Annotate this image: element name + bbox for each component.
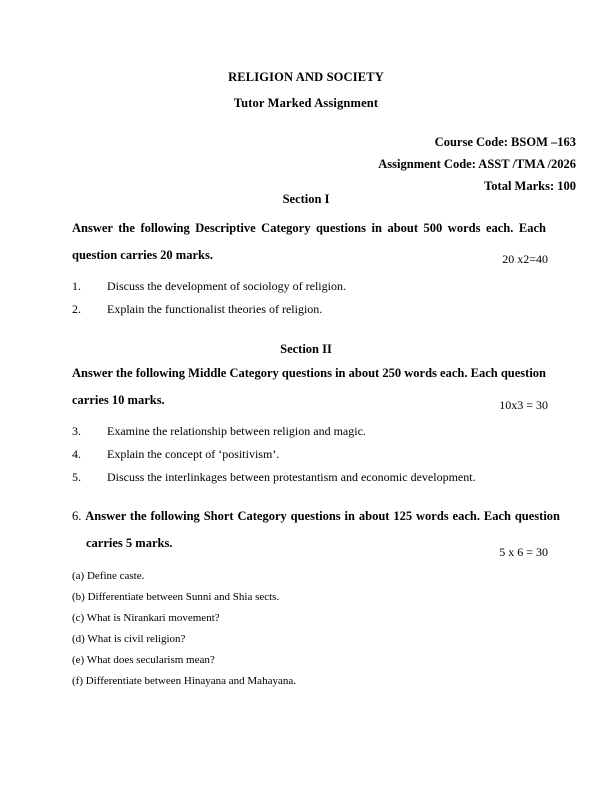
question-item [72, 279, 572, 294]
section-1-heading: Section I [282, 192, 330, 206]
question-item [72, 302, 572, 317]
short-question-item: (e) What does secularism mean? [72, 654, 215, 666]
document-title: RELIGION AND SOCIETY [228, 70, 384, 84]
question-item [72, 470, 572, 485]
section-3-instruction: Answer the following Short Category questions in about 125 words each. Each question carries 5 marks. [85, 509, 560, 550]
question-number: 3. [72, 424, 81, 438]
section-2-heading: Section II [280, 342, 332, 356]
total-marks: Total Marks: 100 [484, 179, 576, 193]
question-text: Discuss the development of sociology of religion. [107, 279, 346, 293]
question-item [72, 424, 572, 439]
question-text: Explain the concept of ‘positivism’. [107, 447, 280, 461]
short-question-item: (a) Define caste. [72, 570, 145, 582]
document-subtitle: Tutor Marked Assignment [233, 96, 379, 110]
question-number: 4. [72, 447, 81, 461]
section-3-number: 6. [72, 509, 82, 523]
question-number: 1. [72, 279, 81, 293]
section-1-instruction: Answer the following Descriptive Category questions in about 500 words each. Each question carries 20 marks. [72, 221, 546, 262]
question-text: Examine the relationship between religion and magic. [107, 424, 366, 438]
section-2-instruction: Answer the following Middle Category questions in about 250 words each. Each question carries 10 marks. [72, 366, 546, 407]
question-item [72, 447, 572, 462]
section-3-marks: 5 x 6 = 30 [499, 545, 548, 559]
course-code: Course Code: BSOM –163 [434, 135, 576, 149]
question-text: Discuss the interlinkages between protestantism and economic development. [107, 470, 476, 484]
question-number: 5. [72, 470, 81, 484]
short-question-item: (f) Differentiate between Hinayana and Mahayana. [72, 675, 296, 687]
question-number: 2. [72, 302, 81, 316]
section-1-marks: 20 x2=40 [502, 252, 548, 266]
question-text: Explain the functionalist theories of religion. [107, 302, 323, 316]
section-2-marks: 10x3 = 30 [499, 398, 548, 412]
short-question-item: (b) Differentiate between Sunni and Shia sects. [72, 591, 280, 603]
short-question-item: (c) What is Nirankari movement? [72, 612, 220, 624]
assignment-metadata [378, 131, 576, 197]
assignment-code: Assignment Code: ASST /TMA /2026 [378, 157, 576, 171]
short-question-item: (d) What is civil religion? [72, 633, 186, 645]
